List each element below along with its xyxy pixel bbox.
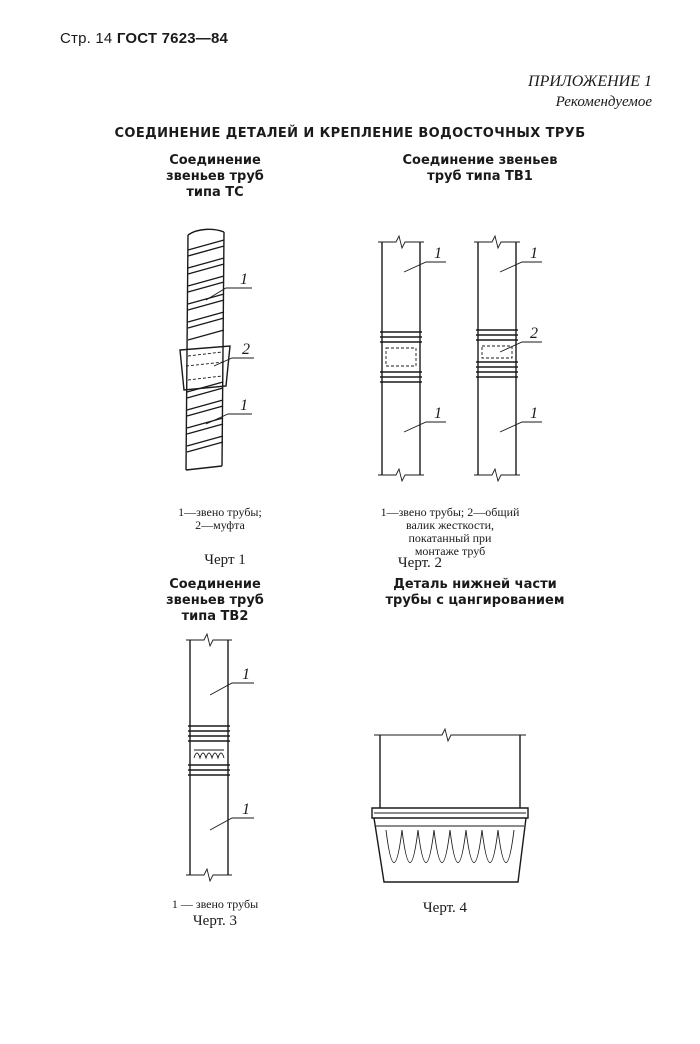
figure-1-title-line: типа ТС — [186, 185, 244, 200]
figure-2-title-line: Соединение звеньев — [402, 153, 558, 168]
figure-2-caption: Черт. 2 — [397, 555, 443, 571]
figure-2-callout: 2 — [530, 325, 538, 342]
figure-4-caption: Черт. 4 — [422, 900, 468, 916]
figure-2-title-line: труб типа ТВ1 — [427, 169, 533, 184]
figure-2-legend-line: монтаже труб — [414, 544, 486, 558]
figure-2-legend-line: валик жесткости, — [405, 518, 495, 532]
figure-2-callout: 1 — [434, 405, 442, 422]
figure-2-legend-line: 1—звено трубы; 2—общий — [380, 505, 520, 519]
figure-1-legend-line: 2—муфта — [195, 518, 245, 532]
appendix-status: Рекомендуемое — [555, 94, 652, 110]
figure-3-callout: 1 — [242, 801, 250, 818]
figure-4-title-line: трубы с цангированием — [385, 593, 565, 608]
figure-3-caption: Черт. 3 — [192, 913, 238, 929]
figure-2-callout: 1 — [530, 245, 538, 262]
figure-1-title-line: Соединение — [169, 153, 261, 168]
figure-3-legend-line: 1 — звено трубы — [171, 897, 259, 911]
figure-1-caption: Черт 1 — [204, 552, 246, 568]
figure-4-title-line: Деталь нижней части — [393, 577, 557, 592]
figure-1-legend-line: 1—звено трубы; — [178, 505, 262, 519]
page-title: СОЕДИНЕНИЕ ДЕТАЛЕЙ И КРЕПЛЕНИЕ ВОДОСТОЧНЫХ ТРУБ — [114, 126, 586, 141]
figure-3-title-line: типа ТВ2 — [181, 609, 249, 624]
figure-1-title-line: звеньев труб — [166, 169, 264, 184]
figure-1-callout: 1 — [240, 271, 248, 288]
page-number: Стр. 14 — [60, 30, 113, 47]
figure-3-title-line: Соединение — [169, 577, 261, 592]
figure-2-legend-line: покатанный при — [408, 531, 492, 545]
figure-1-callout: 2 — [242, 341, 250, 358]
figure-2-callout: 1 — [530, 405, 538, 422]
standard-number: ГОСТ 7623—84 — [116, 30, 229, 47]
figure-3-callout: 1 — [242, 666, 250, 683]
figure-1-callout: 1 — [240, 397, 248, 414]
figure-2-callout: 1 — [434, 245, 442, 262]
figure-3-title-line: звеньев труб — [166, 593, 264, 608]
appendix-title: ПРИЛОЖЕНИЕ 1 — [528, 73, 652, 90]
